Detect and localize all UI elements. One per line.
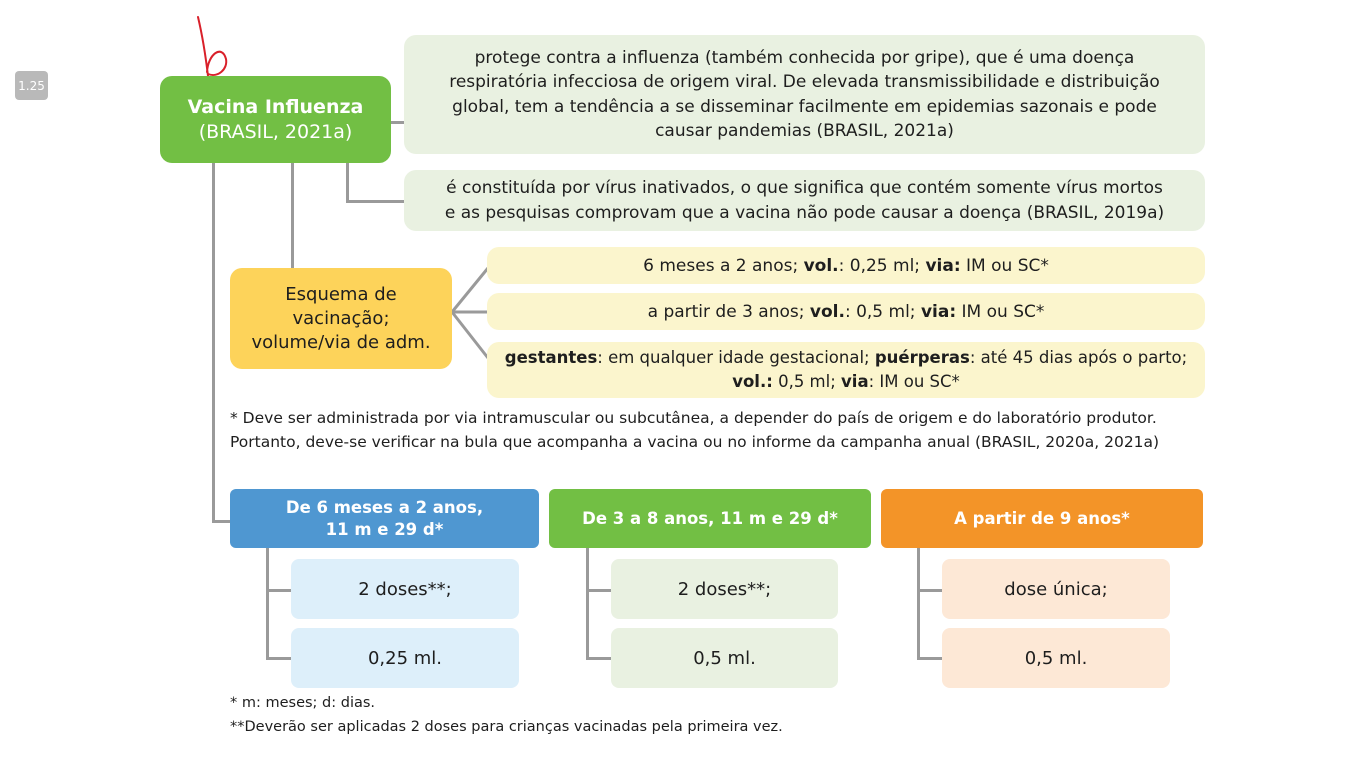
- vaccine-title: Vacina Influenza: [187, 95, 364, 118]
- connector-line: [586, 657, 612, 660]
- category-3y-8y: [549, 489, 871, 548]
- connector-line: [291, 163, 294, 269]
- connector-line: [917, 548, 920, 659]
- connector-line: [346, 200, 404, 203]
- branch-connector: [452, 260, 492, 370]
- category-6m-2y: [230, 489, 539, 548]
- schedule-label-line: volume/via de adm.: [251, 331, 431, 353]
- schedule-label-line: Esquema de: [285, 283, 397, 305]
- category-title-line: De 6 meses a 2 anos,: [285, 497, 484, 517]
- administration-note-line: * Deve ser administrada por via intramuscular ou subcutânea, a depender do país de origem e do laboratório produtor.: [230, 409, 1157, 427]
- connector-line: [917, 657, 943, 660]
- category-title-line: De 3 a 8 anos, 11 m e 29 d*: [582, 508, 838, 528]
- administration-note-line: Portanto, deve-se verificar na bula que acompanha a vacina ou no informe da campanha anual (BRASIL, 2020a, 2021a): [230, 433, 1160, 451]
- connector-line: [586, 589, 612, 592]
- dose-row-bold: via:: [920, 301, 957, 322]
- dose-row-text: 6 meses a 2 anos;: [643, 255, 804, 276]
- schedule-label-line: vacinação;: [292, 307, 390, 329]
- zoom-badge[interactable]: 1.25: [15, 71, 48, 100]
- description-line: global, tem a tendência a se disseminar facilmente em epidemias sazonais e pode: [452, 96, 1157, 117]
- footnote-line: **Deverão ser aplicadas 2 doses para crianças vacinadas pela primeira vez.: [230, 719, 783, 735]
- vaccine-title-box: [160, 76, 391, 163]
- footnote-line: * m: meses; d: dias.: [230, 695, 376, 711]
- dose-row-text: IM ou SC*: [960, 255, 1049, 276]
- dose-volume-cell: 0,5 ml.: [942, 628, 1170, 688]
- dose-row-pregnant: [487, 342, 1205, 398]
- description-protection: [404, 35, 1205, 154]
- vaccine-source: (BRASIL, 2021a): [198, 120, 353, 143]
- dose-row-text: : em qualquer idade gestacional;: [597, 348, 875, 367]
- description-line: e as pesquisas comprovam que a vacina não pode causar a doença (BRASIL, 2019a): [444, 202, 1165, 223]
- description-line: respiratória infecciosa de origem viral. De elevada transmissibilidade e distribuição: [449, 72, 1160, 92]
- dose-row-6m-2y: [487, 247, 1205, 284]
- category-9y-plus: [881, 489, 1203, 548]
- category-title-line: 11 m e 29 d*: [325, 519, 444, 539]
- description-line: protege contra a influenza (também conhecida por gripe), que é uma doença: [474, 47, 1135, 68]
- dose-row-bold: via: [841, 372, 869, 391]
- connector-line: [917, 589, 943, 592]
- dose-row-text: : 0,5 ml;: [844, 301, 921, 322]
- dose-row-text: IM ou SC*: [956, 301, 1045, 322]
- description-composition: [404, 170, 1205, 231]
- schedule-box: [230, 268, 452, 369]
- category-title-line: A partir de 9 anos*: [954, 508, 1130, 528]
- dose-row-bold: puérperas: [874, 348, 970, 367]
- dose-row-bold: gestantes: [504, 348, 598, 367]
- description-line: é constituída por vírus inativados, o que significa que contém somente vírus mortos: [446, 178, 1163, 198]
- connector-line: [391, 121, 405, 124]
- dose-row-bold: vol.:: [732, 372, 773, 391]
- dose-row-bold: vol.: [809, 301, 845, 322]
- dose-row-3y-plus: [487, 293, 1205, 330]
- connector-line: [266, 657, 292, 660]
- dose-row-text: : 0,25 ml;: [838, 255, 926, 276]
- connector-line: [212, 520, 231, 523]
- connector-line: [346, 163, 349, 203]
- connector-line: [212, 163, 215, 523]
- dose-row-bold: via:: [925, 255, 961, 276]
- dose-row-text: : IM ou SC*: [868, 372, 960, 391]
- dose-row-text: : até 45 dias após o parto;: [969, 348, 1188, 367]
- connector-line: [266, 548, 269, 659]
- handwritten-annotation: [188, 14, 234, 84]
- connector-line: [586, 548, 589, 659]
- dose-row-text: a partir de 3 anos;: [647, 301, 810, 322]
- dose-volume-cell: 0,5 ml.: [611, 628, 838, 688]
- dose-row-bold: vol.: [803, 255, 839, 276]
- connector-line: [266, 589, 292, 592]
- dose-count-cell: dose única;: [942, 559, 1170, 619]
- dose-count-cell: 2 doses**;: [611, 559, 838, 619]
- dose-row-text: 0,5 ml;: [772, 372, 842, 391]
- description-line: causar pandemias (BRASIL, 2021a): [655, 121, 954, 141]
- dose-volume-cell: 0,25 ml.: [291, 628, 519, 688]
- dose-count-cell: 2 doses**;: [291, 559, 519, 619]
